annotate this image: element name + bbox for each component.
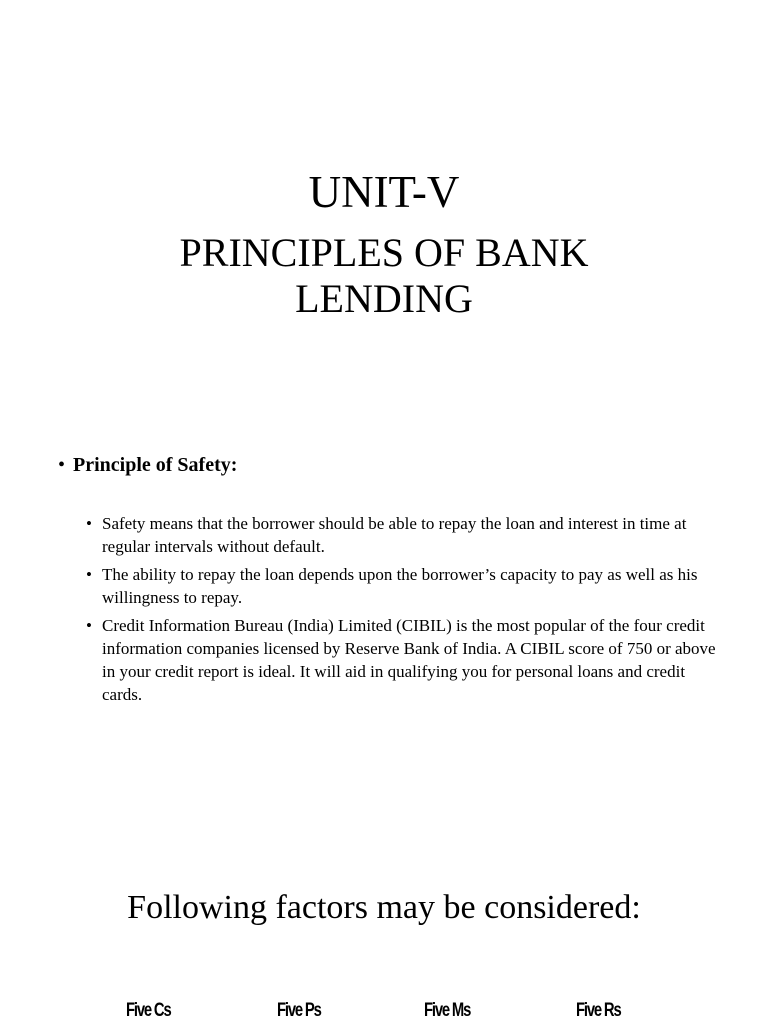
main-title-line-1: PRINCIPLES OF BANK [179, 230, 589, 275]
list-item [86, 512, 722, 558]
factor-five-cs: Five Cs [126, 1000, 171, 1021]
bullet-icon: • [86, 565, 92, 584]
bullet-list [86, 512, 722, 711]
factor-five-rs: Five Rs [576, 1000, 621, 1021]
list-item-text: The ability to repay the loan depends upon the borrower’s capacity to pay as well as his willingness to repay. [102, 565, 698, 607]
unit-title: UNIT-V [308, 167, 460, 217]
safety-slide [0, 430, 768, 850]
section-heading [58, 452, 237, 478]
list-item-text: Credit Information Bureau (India) Limited (CIBIL) is the most popular of the four credit information companies licensed by Reserve Bank of India. A CIBIL score of 750 or above in your credit report is ideal. It will aid in qualifying you for personal loans and credit cards. [102, 616, 716, 704]
bullet-icon: • [86, 514, 92, 533]
factors-title: Following factors may be considered: [127, 889, 641, 926]
factor-five-ps: Five Ps [277, 1000, 321, 1021]
bullet-icon: • [86, 616, 92, 635]
list-item-text: Safety means that the borrower should be able to repay the loan and interest in time at regular intervals without default. [102, 514, 687, 556]
list-item [86, 614, 722, 706]
factor-five-ms: Five Ms [424, 1000, 471, 1021]
factors-slide [0, 850, 768, 1024]
section-heading-text: Principle of Safety: [73, 454, 238, 476]
main-title [0, 230, 768, 322]
main-title-line-2: LENDING [295, 276, 473, 321]
title-slide [0, 0, 768, 430]
list-item [86, 563, 722, 609]
heading-bullet-icon: • [58, 454, 66, 476]
